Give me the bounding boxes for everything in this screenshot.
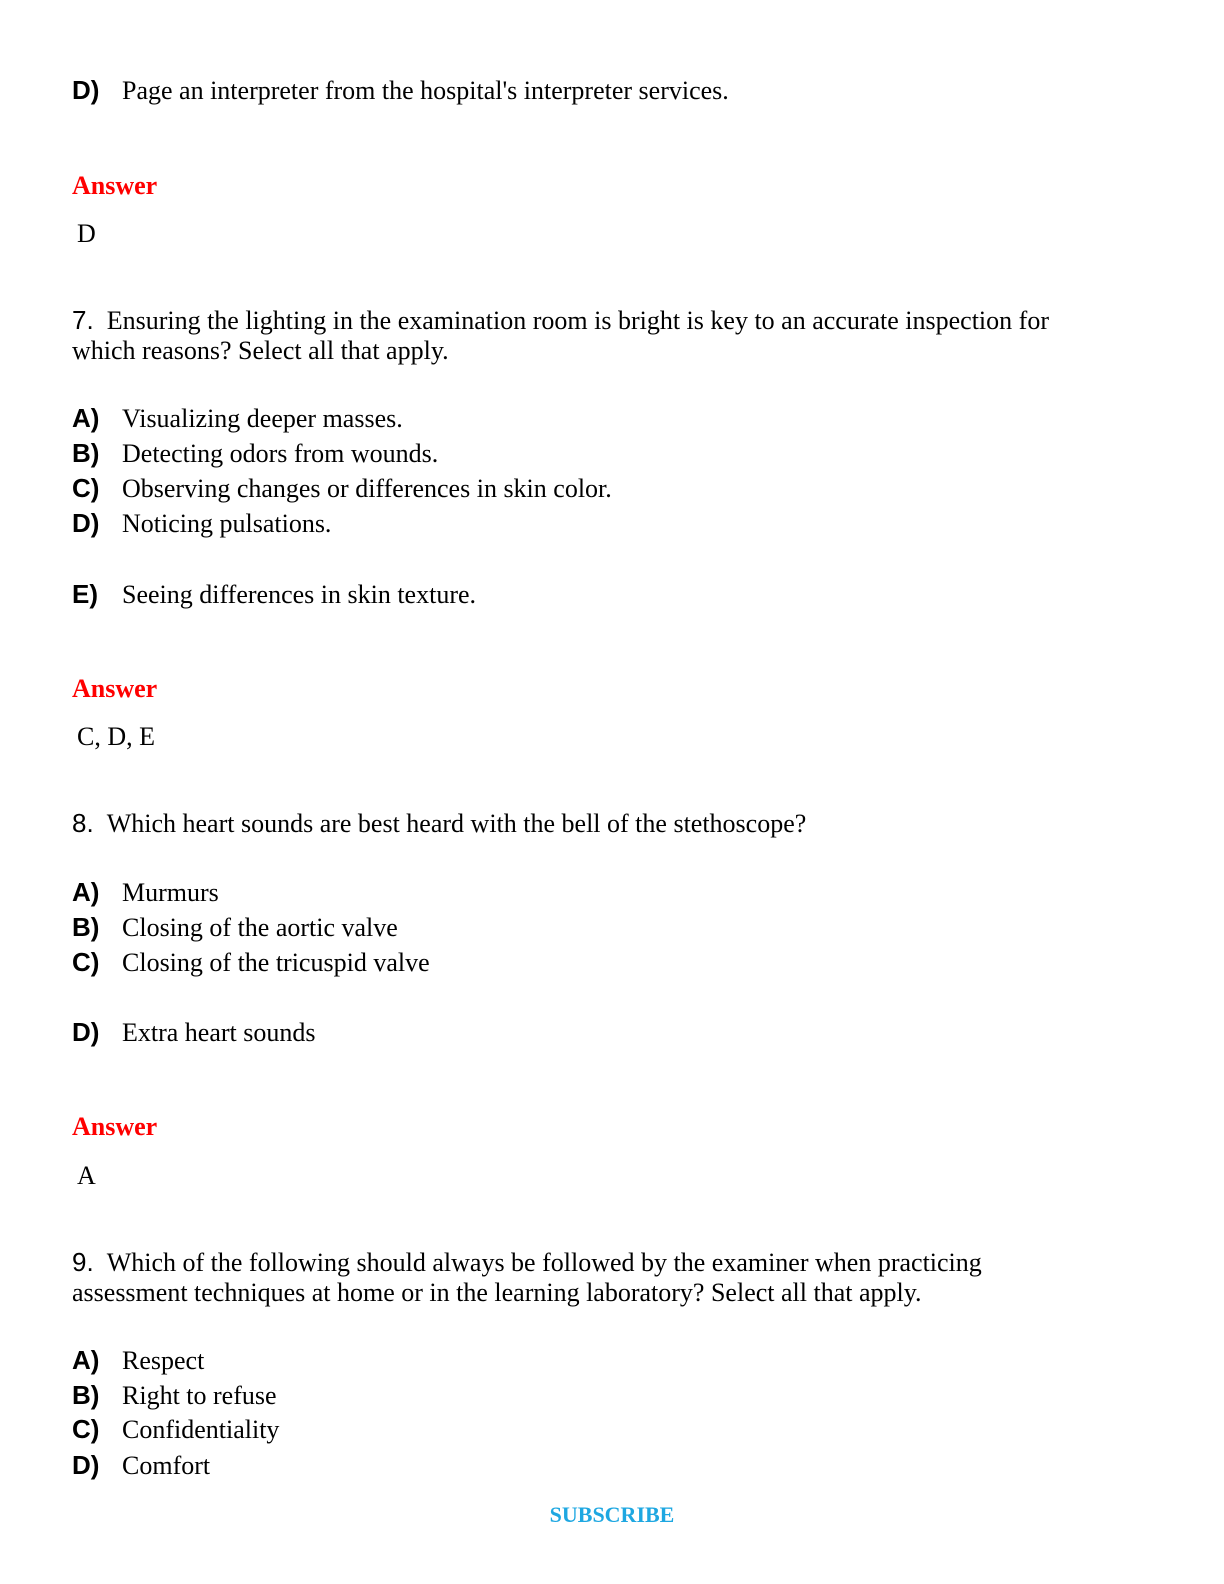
option-a <box>72 1345 204 1376</box>
option-label: A) <box>72 1345 100 1375</box>
question-7 <box>72 305 1049 366</box>
option-c <box>72 947 430 978</box>
question-8 <box>72 808 806 839</box>
answer-heading: Answer <box>72 171 158 200</box>
option-label: C) <box>72 473 100 503</box>
option-d <box>72 1017 316 1048</box>
question-number: 7. <box>72 305 94 335</box>
option-label: B) <box>72 1380 100 1410</box>
subscribe-link[interactable]: SUBSCRIBE <box>549 1502 675 1527</box>
question-number: 8. <box>72 808 94 838</box>
question-text-line1: Which heart sounds are best heard with the bell of the stethoscope? <box>106 809 807 838</box>
option-text: Detecting odors from wounds. <box>122 439 439 468</box>
option-c <box>72 1414 279 1445</box>
carryover-option <box>72 75 729 106</box>
option-label: D) <box>72 508 100 538</box>
question-text-line1: Which of the following should always be followed by the examiner when practicing <box>106 1248 982 1277</box>
answer-heading: Answer <box>72 1112 158 1141</box>
option-label: C) <box>72 947 100 977</box>
question-number: 9. <box>72 1247 94 1277</box>
option-d <box>72 508 331 539</box>
option-e <box>72 579 476 610</box>
option-b <box>72 912 398 943</box>
question-text-line2: which reasons? Select all that apply. <box>72 336 449 365</box>
option-text: Murmurs <box>122 878 219 907</box>
question-9 <box>72 1247 982 1308</box>
option-label: D) <box>72 1017 100 1047</box>
option-text: Extra heart sounds <box>122 1018 316 1047</box>
option-text: Observing changes or differences in skin color. <box>122 474 612 503</box>
option-label: C) <box>72 1414 100 1444</box>
answer-value: C, D, E <box>77 722 155 751</box>
option-text: Respect <box>122 1346 205 1375</box>
option-label: D) <box>72 1450 100 1480</box>
option-label: E) <box>72 579 98 609</box>
option-text: Comfort <box>122 1451 211 1480</box>
question-text-line2: assessment techniques at home or in the learning laboratory? Select all that apply. <box>72 1278 922 1307</box>
option-label: A) <box>72 403 100 433</box>
option-d <box>72 1450 210 1481</box>
option-label: B) <box>72 912 100 942</box>
option-text: Visualizing deeper masses. <box>122 404 403 433</box>
answer-value: D <box>77 219 96 248</box>
option-a <box>72 877 219 908</box>
option-text: Page an interpreter from the hospital's interpreter services. <box>122 76 729 105</box>
question-text-line1: Ensuring the lighting in the examination room is bright is key to an accurate inspection for <box>106 306 1049 335</box>
option-label: D) <box>72 75 100 105</box>
answer-value: A <box>77 1161 96 1190</box>
option-label: B) <box>72 438 100 468</box>
option-text: Seeing differences in skin texture. <box>122 580 477 609</box>
answer-heading: Answer <box>72 674 158 703</box>
option-text: Closing of the aortic valve <box>122 913 398 942</box>
option-text: Right to refuse <box>122 1381 277 1410</box>
option-b <box>72 438 438 469</box>
option-text: Noticing pulsations. <box>122 509 332 538</box>
option-a <box>72 403 403 434</box>
option-c <box>72 473 612 504</box>
option-label: A) <box>72 877 100 907</box>
option-text: Closing of the tricuspid valve <box>122 948 430 977</box>
option-text: Confidentiality <box>122 1415 280 1444</box>
option-b <box>72 1380 277 1411</box>
